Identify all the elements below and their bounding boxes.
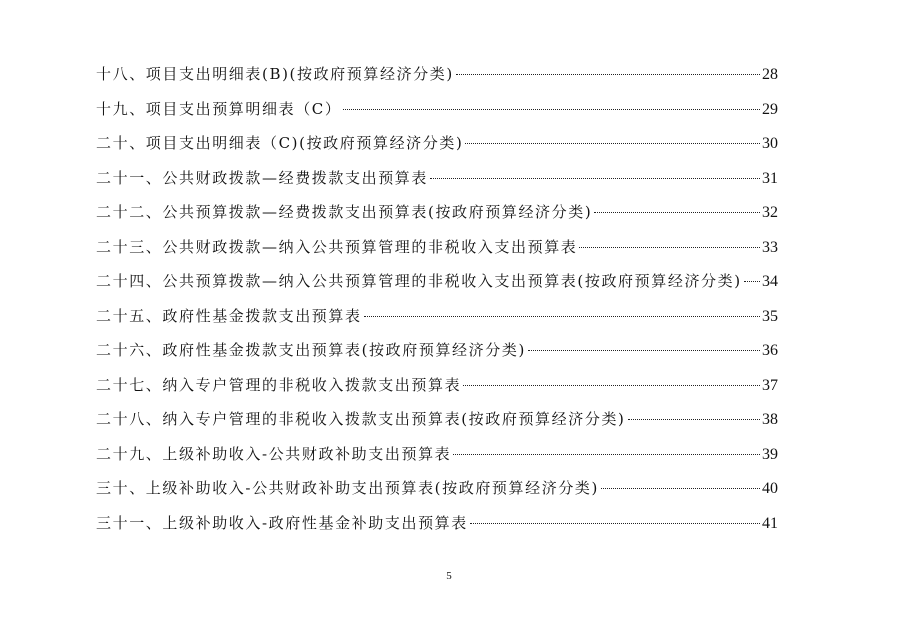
- table-of-contents: [96, 57, 778, 540]
- toc-entry[interactable]: [96, 368, 778, 403]
- toc-entry[interactable]: [96, 471, 778, 506]
- toc-entry-page: 34: [762, 273, 778, 290]
- toc-entry[interactable]: [96, 57, 778, 92]
- toc-entry[interactable]: [96, 506, 778, 541]
- toc-entry-title: 二十九、上级补助收入-公共财政补助支出预算表: [96, 444, 452, 463]
- toc-entry-title: 十九、项目支出预算明细表（C）: [96, 99, 342, 118]
- toc-entry-page: 41: [762, 514, 778, 532]
- toc-entry-title: 三十一、上级补助收入-政府性基金补助支出预算表: [96, 513, 468, 532]
- toc-entry[interactable]: [96, 92, 778, 127]
- toc-entry-page: 39: [762, 445, 778, 463]
- toc-entry[interactable]: [96, 230, 778, 265]
- toc-entry-page: 31: [762, 169, 778, 187]
- toc-entry-title: 二十三、公共财政拨款—纳入公共预算管理的非税收入支出预算表: [96, 237, 578, 256]
- toc-entry[interactable]: [96, 264, 778, 299]
- toc-leader-dots: [601, 487, 760, 489]
- toc-entry-title: 二十、项目支出明细表（C)(按政府预算经济分类): [96, 134, 464, 152]
- toc-leader-dots: [528, 349, 760, 351]
- toc-entry[interactable]: [96, 161, 778, 196]
- toc-leader-dots: [463, 384, 760, 386]
- toc-leader-dots: [594, 211, 760, 213]
- toc-entry-page: 33: [762, 238, 778, 256]
- toc-entry-page: 28: [762, 66, 778, 83]
- toc-entry-title: 二十一、公共财政拨款—经费拨款支出预算表: [96, 168, 429, 187]
- toc-entry[interactable]: [96, 299, 778, 334]
- toc-entry-title: 十八、项目支出明细表(B)(按政府预算经济分类): [96, 65, 454, 83]
- toc-entry-page: 30: [762, 135, 778, 152]
- toc-entry[interactable]: [96, 333, 778, 368]
- toc-entry-title: 二十八、纳入专户管理的非税收入拨款支出预算表(按政府预算经济分类): [96, 410, 626, 428]
- toc-leader-dots: [453, 453, 760, 455]
- toc-entry-title: 二十二、公共预算拨款—经费拨款支出预算表(按政府预算经济分类): [96, 203, 593, 221]
- page-number: 5: [446, 570, 452, 582]
- toc-leader-dots: [430, 177, 760, 179]
- toc-entry-title: 二十七、纳入专户管理的非税收入拨款支出预算表: [96, 375, 462, 394]
- toc-leader-dots: [470, 522, 760, 524]
- toc-entry-page: 35: [762, 307, 778, 325]
- toc-entry-page: 32: [762, 204, 778, 221]
- toc-entry[interactable]: [96, 195, 778, 230]
- toc-leader-dots: [343, 108, 760, 110]
- toc-entry-page: 37: [762, 376, 778, 394]
- toc-entry-title: 二十四、公共预算拨款—纳入公共预算管理的非税收入支出预算表(按政府预算经济分类): [96, 272, 742, 290]
- toc-leader-dots: [456, 73, 760, 75]
- toc-leader-dots: [364, 315, 760, 317]
- toc-leader-dots: [628, 418, 760, 420]
- toc-entry[interactable]: [96, 402, 778, 437]
- toc-leader-dots: [744, 280, 760, 282]
- toc-entry-page: 29: [762, 100, 778, 118]
- toc-entry-page: 36: [762, 342, 778, 359]
- toc-entry-page: 40: [762, 480, 778, 497]
- toc-entry[interactable]: [96, 437, 778, 472]
- toc-entry-title: 二十五、政府性基金拨款支出预算表: [96, 306, 362, 325]
- toc-entry-title: 三十、上级补助收入-公共财政补助支出预算表(按政府预算经济分类): [96, 479, 599, 497]
- toc-leader-dots: [579, 246, 760, 248]
- toc-entry[interactable]: [96, 126, 778, 161]
- toc-entry-title: 二十六、政府性基金拨款支出预算表(按政府预算经济分类): [96, 341, 526, 359]
- toc-leader-dots: [465, 142, 760, 144]
- toc-entry-page: 38: [762, 411, 778, 428]
